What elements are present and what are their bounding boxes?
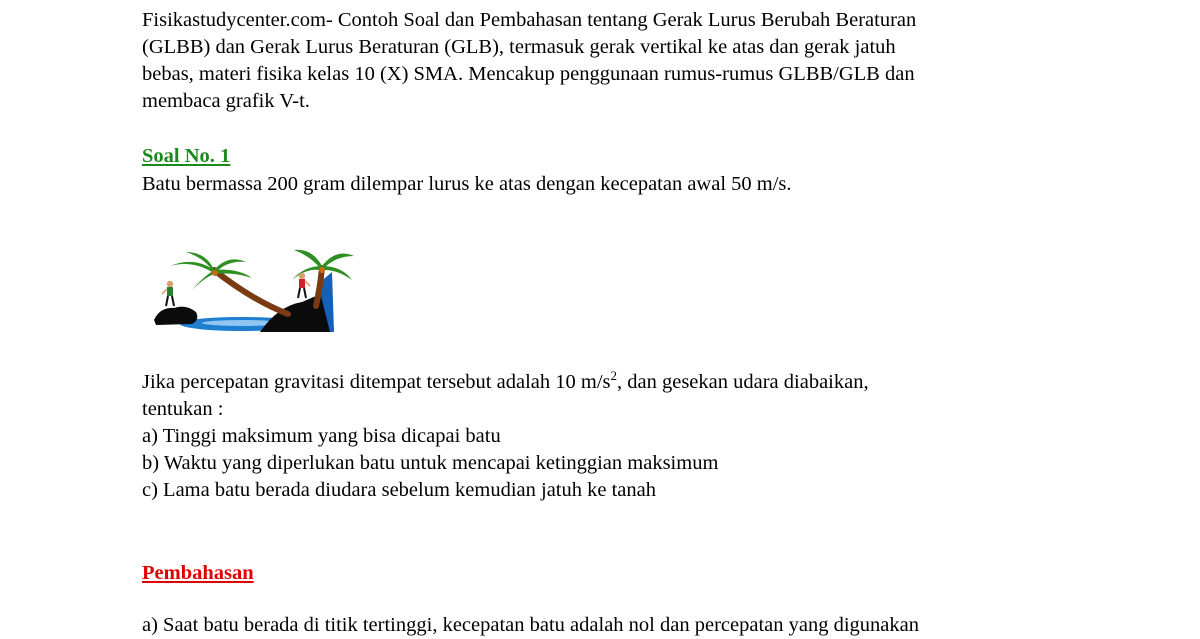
intro-line: membaca grafik V-t.: [142, 90, 310, 112]
soal-heading: Soal No. 1: [142, 145, 231, 167]
intro-line: bebas, materi fisika kelas 10 (X) SMA. Mencakup penggunaan rumus-rumus GLBB/GLB dan: [142, 63, 915, 85]
intro-paragraph: [142, 7, 1042, 115]
pembahasan-heading: Pembahasan: [142, 562, 254, 584]
intro-line: Fisikastudycenter.com- Contoh Soal dan Pembahasan tentang Gerak Lurus Berubah Beraturan: [142, 9, 917, 31]
option-c: c) Lama batu berada diudara sebelum kemudian jatuh ke tanah: [142, 479, 656, 501]
option-a: a) Tinggi maksimum yang bisa dicapai batu: [142, 425, 501, 447]
soal-question: Batu bermassa 200 gram dilempar lurus ke atas dengan kecepatan awal 50 m/s.: [142, 173, 792, 195]
option-b: b) Waktu yang diperlukan batu untuk mencapai ketinggian maksimum: [142, 452, 719, 474]
pembahasan-first-line: a) Saat batu berada di titik tertinggi, kecepatan batu adalah nol dan percepatan yang digunakan: [142, 614, 919, 636]
island-palm-illustration: [142, 244, 356, 334]
intro-line: (GLBB) dan Gerak Lurus Beraturan (GLB), termasuk gerak vertikal ke atas dan gerak jatuh: [142, 36, 896, 58]
ask-text: tentukan :: [142, 398, 224, 420]
exponent: 2: [610, 368, 617, 383]
gravity-statement: [142, 369, 1042, 396]
gravity-text: Jika percepatan gravitasi ditempat tersebut adalah 10 m/s: [142, 371, 611, 393]
gravity-text-suffix: , dan gesekan udara diabaikan,: [617, 371, 869, 393]
